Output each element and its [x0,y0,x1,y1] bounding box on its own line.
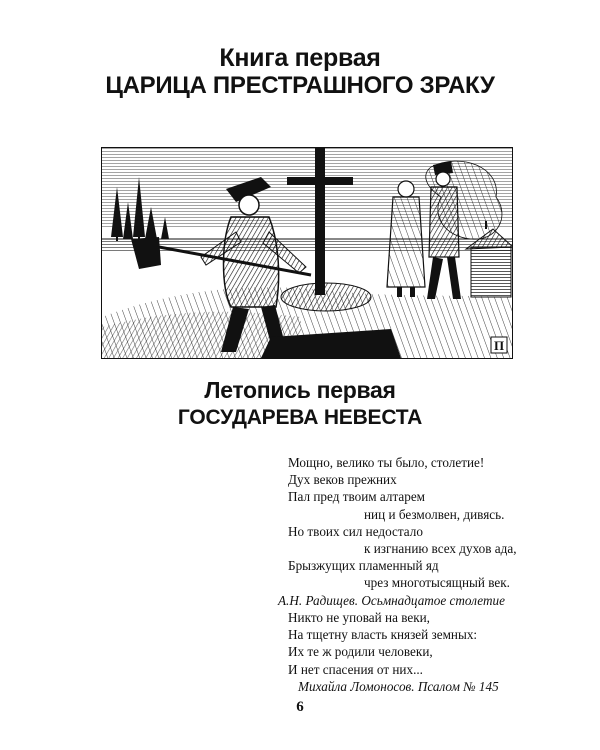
book-heading [0,44,600,100]
poem-line: Но твоих сил недостало [288,523,423,539]
book-title-line2: ЦАРИЦА ПРЕСТРАШНОГО ЗРАКУ [105,72,495,99]
poem-line: ниц и безмолвен, дивясь. [364,506,505,522]
poem-line: Мощно, велико ты было, столетие! [288,455,485,470]
epigraph-attribution: А.Н. Радищев. Осьмнадцатое столетие [278,592,505,608]
grave-mound [281,283,371,311]
chronicle-title-line1: Летопись первая [204,377,396,403]
onlooker-woman [387,181,425,297]
poem-line: На тщетну власть князей земных: [288,627,478,643]
page-number: 6 [296,699,304,715]
epigraph-lomonosov [288,609,499,695]
poem-line: Их те ж родили человеки, [288,644,433,660]
poem-line: к изгнанию всех духов ада, [364,541,517,557]
engraving-illustration [101,147,513,359]
epigraph-attribution: Михайла Ломоносов. Псалом № 145 [298,678,499,694]
poem-line: Дух веков прежних [288,472,397,488]
poem-line: Никто не уповай на веки, [288,610,430,625]
poem-line: чрез многотысящный век. [364,575,510,591]
poem-line: Брызжущих пламенный яд [288,558,439,574]
chronicle-heading [0,376,600,432]
chronicle-title-line2: ГОСУДАРЕВА НЕВЕСТА [177,406,423,429]
book-title-line1: Книга первая [219,44,381,72]
epigraph-radishchev [278,454,517,609]
illustrator-monogram: П [493,338,505,353]
poem-line: И нет спасения от них... [288,661,423,677]
poem-line: Пал пред твоим алтарем [288,489,426,505]
